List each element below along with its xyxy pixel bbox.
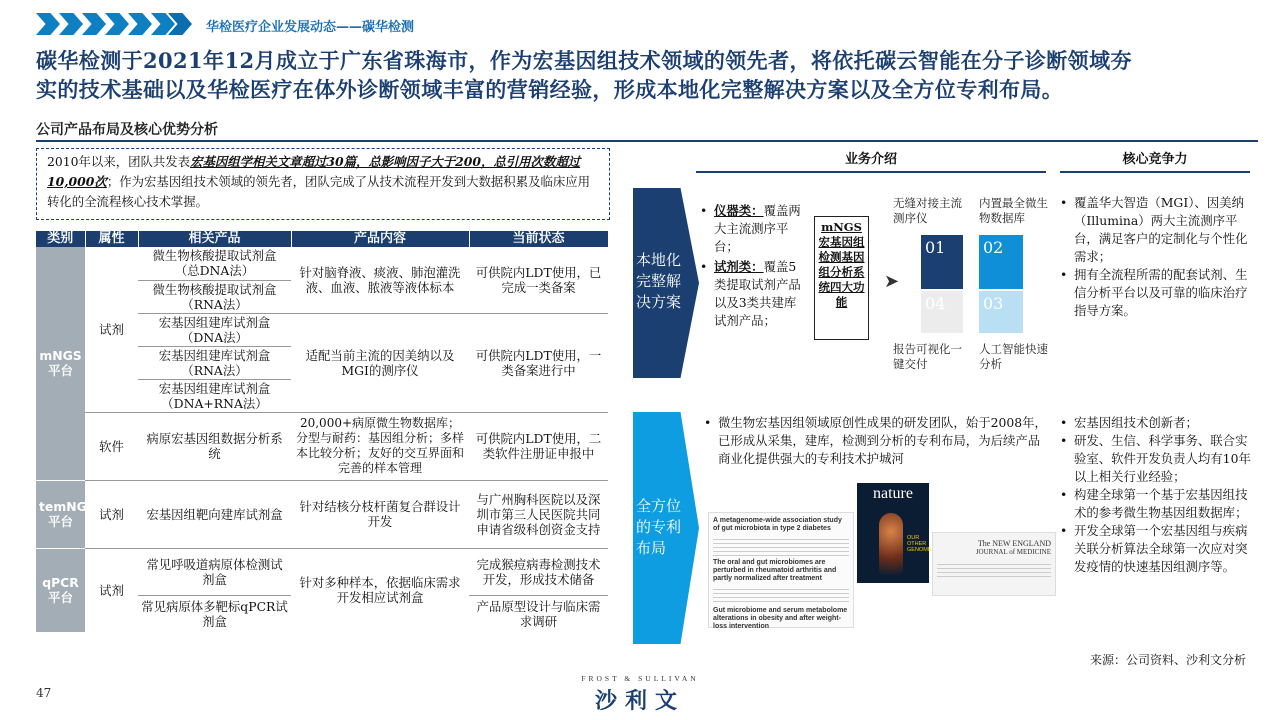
- brand-logo: 沙利文: [594, 689, 685, 714]
- breadcrumb: 华检医疗企业发展动态——碳华检测: [206, 20, 415, 35]
- reagent-label: 试剂类：: [714, 259, 764, 274]
- header-underline: [696, 171, 1046, 173]
- core-header: 核心竞争力: [1122, 152, 1188, 167]
- chevron-icon: [128, 13, 152, 35]
- nejm-logo: JOURNAL of MEDICINE: [975, 548, 1051, 556]
- table-header: 当前状态: [469, 231, 608, 247]
- product-cell: 宏基因组靶向建库试剂盒: [138, 480, 291, 548]
- product-cell: 常见呼吸道病原体检测试剂盒: [138, 548, 291, 595]
- summary-highlight: 宏基因组学相关文章超过30篇，总影响因子大于200，总引用次数超过10,000次: [47, 154, 581, 189]
- table-header: 产品内容: [291, 231, 469, 247]
- chevron-icon: [82, 13, 106, 35]
- nejm-logo: The NEW ENGLAND: [977, 539, 1051, 548]
- list-item: • 微生物宏基因组领域原创性成果的研发团队，始于2008年，已形成从采集，建库，检测到分析的专利布局，为后续产品商业化提供强大的专利技术护城河: [704, 414, 1048, 468]
- paper-title: Gut microbiome and serum metabolome alterations in obesity and after weight-loss intervention: [713, 607, 848, 630]
- product-cell: 微生物核酸提取试剂盒（RNA法）: [138, 280, 291, 313]
- status-cell: 产品原型设计与临床需求调研: [476, 598, 601, 629]
- list-item: • 覆盖华大智造（MGI）、因美纳（Illumina）两大主流测序平台，满足客户的定制化与个性化需求；: [1060, 194, 1253, 266]
- band-local-label: 本地化完整解决方案: [636, 251, 682, 311]
- list-item: • 研发、生信、科学事务、联合实验室、软件开发负责人均有10年以上相关行业经验；: [1060, 432, 1253, 486]
- reagent-text: 覆盖5类提取试剂产品以及3类共建库试剂产品；: [714, 259, 801, 328]
- product-cell: 病原宏基因组数据分析系统: [138, 412, 291, 480]
- cover-text: OUR OTHER GENOME: [907, 535, 932, 553]
- status-cell: 与广州胸科医院以及深圳市第三人民医院共同申请省级科创资金支持: [469, 480, 608, 548]
- quad-04: 04: [921, 291, 963, 333]
- paper-lines: [713, 536, 849, 556]
- content-cell: 适配当前主流的因美纳以及MGI的测序仪: [291, 313, 469, 412]
- brand-en: FROST & SULLIVAN: [581, 674, 699, 683]
- page-number: 47: [36, 686, 52, 700]
- section-divider: [36, 140, 1258, 142]
- platform-cell: mNGS平台: [36, 247, 85, 480]
- paper-lines: [713, 586, 849, 604]
- core-list-local: [1060, 194, 1253, 320]
- platform-cell: qPCR平台: [36, 548, 85, 632]
- mngs-function-box: mNGS宏基因组检测基因组分析系统四大功能: [814, 216, 869, 340]
- quad-label: 无缝对接主流测序仪: [893, 196, 962, 225]
- paper-clipping: [708, 512, 854, 628]
- summary-text-end: ；作为宏基因组技术领域的领先者，团队完成了从技术流程开发到大数据积累及临床应用转化的全流程核心技术掌握。: [47, 174, 591, 209]
- local-list: [700, 202, 806, 330]
- nejm-clipping: [932, 532, 1056, 596]
- quad-01: 01: [921, 235, 963, 289]
- content-cell: 针对脑脊液、痰液、肺泡灌洗液、血液、脓液等液体标本: [291, 247, 469, 313]
- band-patent-label: 全方位的专利布局: [636, 497, 682, 557]
- quad-label: 内置最全微生物数据库: [979, 196, 1048, 225]
- body-figure: [879, 513, 903, 575]
- list-item: • 构建全球第一个基于宏基因组技术的参考微生物基因组数据库；: [1060, 486, 1253, 522]
- attr-cell: 试剂: [85, 247, 138, 412]
- status-cell: 完成猴痘病毒检测技术开发，形成技术储备: [469, 548, 608, 595]
- content-cell: 针对多种样本，依据临床需求开发相应试剂盒: [299, 575, 461, 606]
- list-item: • 开发全球第一个宏基因组与疾病关联分析算法全球第一次应对突发疫情的快速基因组测序等。: [1060, 522, 1253, 576]
- nature-cover-image: [857, 483, 932, 583]
- attr-cell: 试剂: [85, 480, 138, 548]
- title-line-1: 碳华检测于2021年12月成立于广东省珠海市，作为宏基因组技术领域的领先者，将依托碳云智能在分子诊断领域夯: [36, 48, 1132, 73]
- table-header: 属性: [85, 231, 138, 247]
- title-line-2: 实的技术基础以及华检医疗在体外诊断领域丰富的营销经验，形成本地化完整解决方案以及全方位专利布局。: [36, 77, 1064, 102]
- section-title: 公司产品布局及核心优势分析: [36, 122, 218, 138]
- patent-list: [704, 414, 1048, 468]
- chevron-icon: [59, 13, 83, 35]
- quad-02: 02: [979, 235, 1023, 289]
- list-item: [700, 202, 806, 256]
- list-item: • 拥有全流程所需的配套试剂、生信分析平台以及可靠的临床治疗指导方案。: [1060, 266, 1253, 320]
- quad-label: 报告可视化一键交付: [893, 342, 962, 371]
- header-underline: [1060, 171, 1250, 173]
- product-cell: 微生物核酸提取试剂盒（总DNA法）: [138, 247, 291, 280]
- business-header: 业务介绍: [844, 152, 897, 167]
- attr-cell: 软件: [85, 412, 138, 480]
- product-cell: 常见病原体多靶标qPCR试剂盒: [141, 598, 288, 629]
- content-cell: 20,000+病原微生物数据库；分型与耐药：基因组分析；多样本比较分析；友好的交互界面和完善的样本管理: [291, 412, 469, 480]
- chevron-icon: [105, 13, 129, 35]
- product-cell: 宏基因组建库试剂盒（DNA法）: [138, 313, 291, 346]
- quad-label: 人工智能快速分析: [979, 342, 1048, 371]
- paper-lines: [937, 561, 1051, 579]
- arrow-right-icon: ➤: [884, 271, 900, 292]
- table-header-row: [36, 231, 608, 247]
- table-header: 相关产品: [138, 231, 291, 247]
- instrument-label: 仪器类：: [714, 203, 764, 218]
- page-title: [36, 46, 1251, 104]
- source-note: 来源：公司资料、沙利文分析: [1089, 653, 1246, 667]
- product-cell: 宏基因组建库试剂盒（DNA+RNA法）: [138, 379, 291, 412]
- list-item: [700, 258, 806, 330]
- paper-title: A metagenome-wide association study of gut microbiota in type 2 diabetes: [713, 517, 842, 532]
- table-header: 类别: [36, 231, 85, 247]
- instrument-text: 覆盖两大主流测序平台；: [714, 203, 801, 254]
- core-list-patent: [1060, 414, 1253, 576]
- status-cell: 可供院内LDT使用，一类备案进行中: [469, 313, 608, 412]
- status-cell: 可供院内LDT使用，二类软件注册证申报中: [469, 412, 608, 480]
- product-cell: 宏基因组建库试剂盒（RNA法）: [138, 346, 291, 379]
- summary-box: [36, 148, 610, 220]
- paper-title: The oral and gut microbiomes are perturbed in rheumatoid arthritis and partly normalized after treatment: [713, 559, 837, 582]
- chevron-icon: [36, 13, 60, 35]
- nature-logo: nature: [873, 485, 913, 502]
- content-cell: 针对结核分枝杆菌复合群设计开发: [291, 480, 469, 548]
- summary-text: 2010年以来，团队共发表: [47, 154, 191, 169]
- quad-03: 03: [979, 291, 1023, 333]
- platform-cell: temNGS平台: [36, 480, 85, 548]
- attr-cell: 试剂: [99, 582, 124, 598]
- list-item: • 宏基因组技术创新者；: [1060, 414, 1253, 432]
- status-cell: 可供院内LDT使用，已完成一类备案: [469, 247, 608, 313]
- product-table: [36, 231, 609, 632]
